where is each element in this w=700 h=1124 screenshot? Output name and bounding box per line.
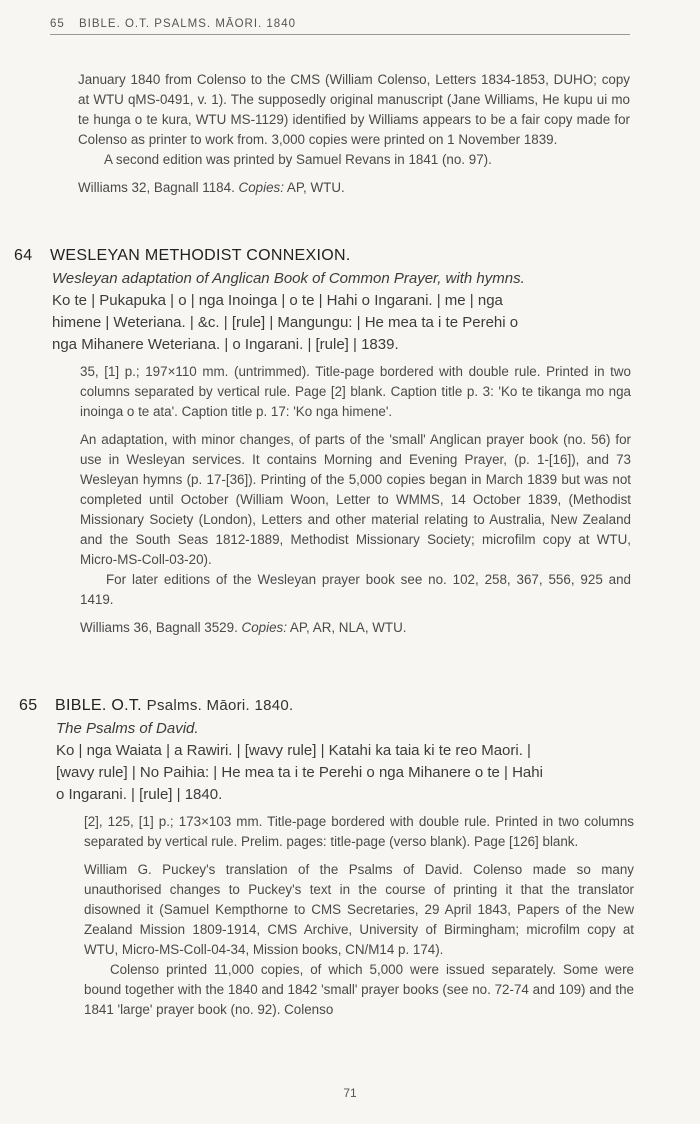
continuation-block: [78, 70, 630, 198]
transcription-line: o Ingarani. | [rule] | 1840.: [56, 786, 223, 803]
header-page-number: 65: [50, 18, 65, 30]
entry-65-heading: [19, 697, 294, 715]
entry-subtitle: The Psalms of David.: [56, 720, 199, 737]
note-paragraph: William G. Puckey's translation of the Psalms of David. Colenso made so many unauthorised changes to Puckey's text in the course of printing it that the translator disowned it (Samuel Kempthorne to CMS Secretaries, 29 April 1843, Papers of the New Zealand Mission 1809-1914, CMS Archive, University of Birmingham; microfilm copy at WTU, Micro-MS-Coll-04-34, Mission books, CN/M14 p. 174).: [84, 862, 634, 957]
entry-64-notes: [80, 362, 631, 638]
note-paragraph: An adaptation, with minor changes, of parts of the 'small' Anglican prayer book (no. 56) for use in Wesleyan services. It contains Morning and Evening Prayer, (p. 1-[16]), and 73 Wesleyan hymns (p. 17-[36]). Printing of the 5,000 copies began in March 1839 but was not completed until October (William Woon, Letter to WMMS, 14 October 1839, (Methodist Missionary Society (London), Letters and other material relating to Australia, New Zealand and the South Seas 1812-1889, Methodist Missionary Society; microfilm copy at WTU, Micro-MS-Coll-03-20).: [80, 432, 631, 567]
collation: [2], 125, [1] p.; 173×103 mm. Title-page bordered with double rule. Printed in two columns separated by vertical rule. Prelim. pages: title-page (verso blank). Page [126] blank.: [84, 814, 634, 849]
references-text: Williams 32, Bagnall 1184.: [78, 180, 235, 195]
entry-65-title-block: [56, 718, 622, 806]
entry-heading-text: WESLEYAN METHODIST CONNEXION.: [50, 247, 351, 264]
copies-value: AP, WTU.: [286, 180, 345, 195]
note-paragraph: For later editions of the Wesleyan prayer book see no. 102, 258, 367, 556, 925 and 1419.: [80, 572, 631, 607]
transcription-line: [wavy rule] | No Paihia: | He mea ta i te Perehi o nga Mihanere o te | Hahi: [56, 764, 543, 781]
entry-heading-text: BIBLE. O.T.: [55, 697, 142, 714]
entry-65-notes: [84, 812, 634, 1020]
copies-label: Copies:: [238, 180, 284, 195]
continuation-paragraph: January 1840 from Colenso to the CMS (William Colenso, Letters 1834-1853, DUHO; copy at WTU qMS-0491, v. 1). The supposedly original manuscript (Jane Williams, He kupu ui mo te hunga o te kura, WTU MS-1129) identified by Williams appears to be a fair copy made for Colenso as printer to work from. 3,000 copies were printed on 1 November 1839.: [78, 72, 630, 147]
copies-label: Copies:: [241, 620, 287, 635]
header-title: BIBLE. O.T. PSALMS. MĀORI. 1840: [79, 18, 296, 30]
entry-references: [80, 618, 631, 638]
collation: 35, [1] p.; 197×110 mm. (untrimmed). Title-page bordered with double rule. Printed in two columns separated by vertical rule. Page [2] blank. Caption title p. 3: 'Ko te tikanga mo nga inoinga o te ata'. Caption title p. 17: 'Ko nga himene'.: [80, 364, 631, 419]
continuation-references: [78, 178, 630, 198]
page-number: 71: [343, 1086, 357, 1100]
entry-subtitle: Wesleyan adaptation of Anglican Book of Common Prayer, with hymns.: [52, 270, 525, 287]
continuation-second-edition: A second edition was printed by Samuel Revans in 1841 (no. 97).: [104, 152, 492, 167]
entry-64-title-block: [52, 268, 622, 356]
transcription-line: nga Mihanere Weteriana. | o Ingarani. | [rule] | 1839.: [52, 336, 399, 353]
transcription-line: Ko te | Pukapuka | o | nga Inoinga | o te | Hahi o Ingarani. | me | nga: [52, 292, 503, 309]
entry-number: 65: [19, 697, 38, 714]
transcription-line: Ko | nga Waiata | a Rawiri. | [wavy rule] | Katahi ka taia ki te reo Maori. |: [56, 742, 531, 759]
entry-number: 64: [14, 247, 33, 264]
note-paragraph: Colenso printed 11,000 copies, of which 5,000 were issued separately. Some were bound together with the 1840 and 1842 'small' prayer books (see no. 72-74 and 109) and the 1841 'large' prayer book (no. 92). Colenso: [84, 962, 634, 1017]
running-header: [50, 18, 630, 35]
copies-value: AP, AR, NLA, WTU.: [289, 620, 407, 635]
entry-64-heading: [14, 247, 351, 265]
transcription-line: himene | Weteriana. | &c. | [rule] | Mangungu: | He mea ta i te Perehi o: [52, 314, 519, 331]
references-text: Williams 36, Bagnall 3529.: [80, 620, 238, 635]
entry-heading-rest: Psalms. Māori. 1840.: [146, 697, 294, 714]
